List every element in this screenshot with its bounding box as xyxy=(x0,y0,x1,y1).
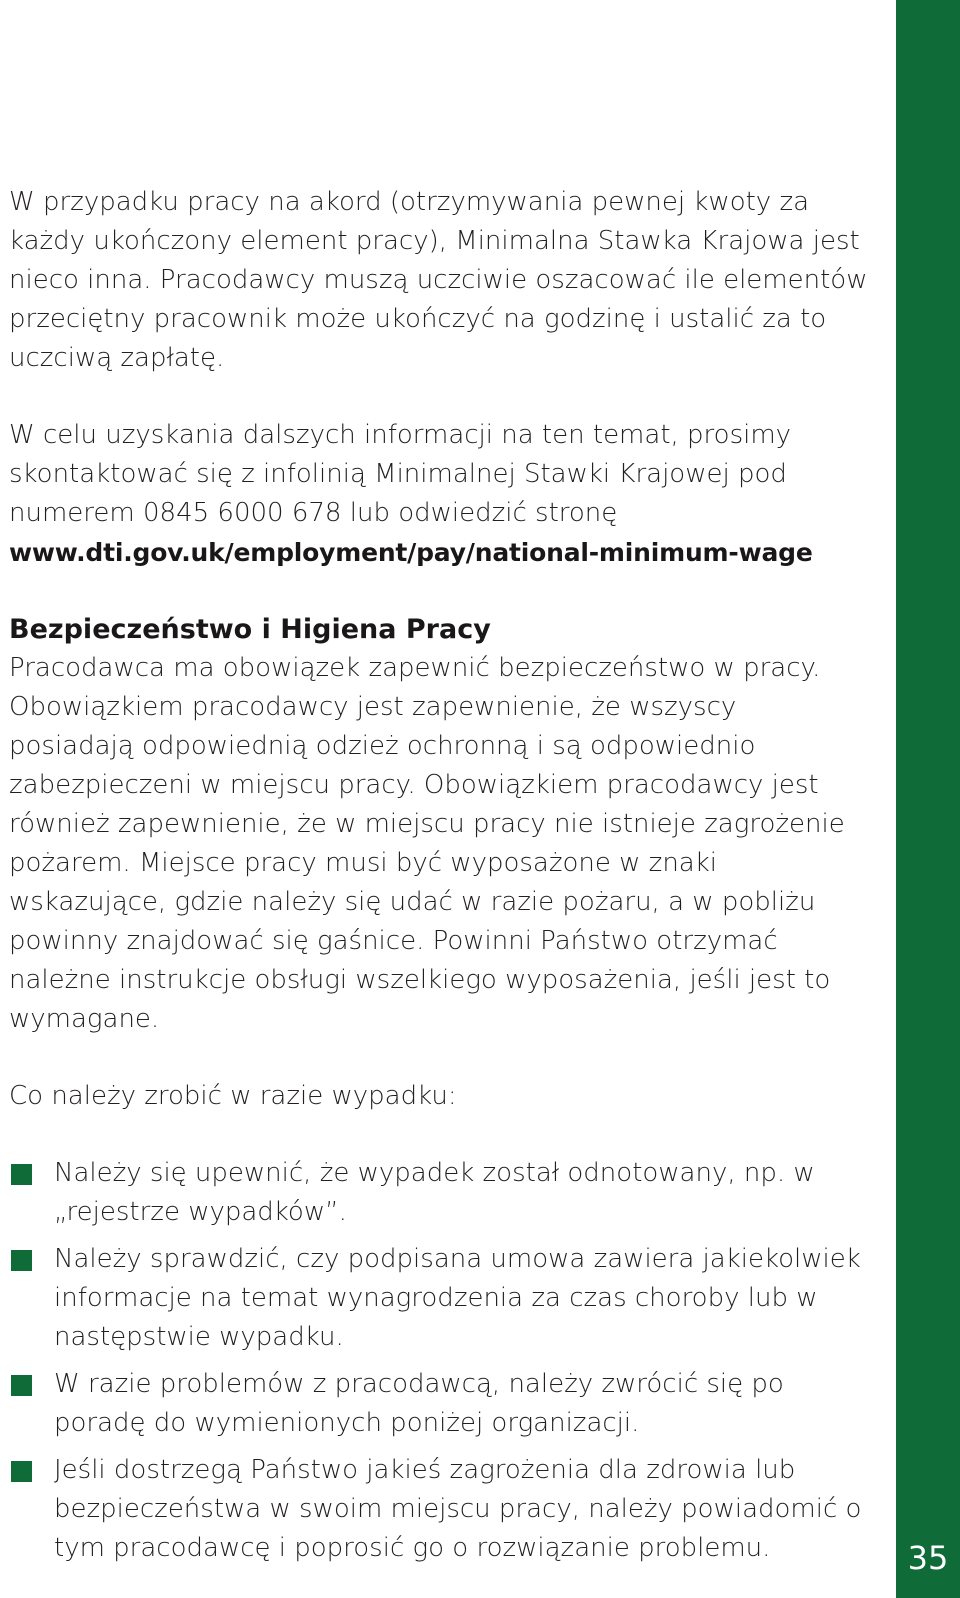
list-item-text: W razie problemów z pracodawcą, należy zwrócić się po poradę do wymienionych poniżej organizacji. xyxy=(54,1369,784,1438)
page-number: 35 xyxy=(907,1539,949,1577)
accident-list xyxy=(9,1154,869,1568)
list-item xyxy=(9,1240,869,1357)
list-item-text: Jeśli dostrzegą Państwo jakieś zagrożenia dla zdrowia lub bezpieczeństwa w swoim miejscu pracy, należy powiadomić o tym pracodawcę i poprosić go o rozwiązanie problemu. xyxy=(54,1455,862,1563)
list-item xyxy=(9,1451,869,1568)
list-item-text: Należy sprawdzić, czy podpisana umowa zawiera jakiekolwiek informacje na temat wynagrodzenia za czas choroby lub w następstwie wypadku. xyxy=(54,1244,861,1352)
safety-paragraph: Pracodawca ma obowiązek zapewnić bezpieczeństwo w pracy. Obowiązkiem pracodawcy jest zapewnienie, że wszyscy posiadają odpowiednią odzież ochronną i są odpowiednio zabezpieczeni w miejscu pracy. Obowiązkiem pracodawcy jest również zapewnienie, że w miejscu pracy nie istnieje zagrożenie pożarem. Miejsce pracy musi być wyposażone w znaki wskazujące, gdzie należy się udać w razie pożaru, a w pobliżu powinny znajdować się gaśnice. Powinni Państwo otrzymać należne instrukcje obsługi wszelkiego wyposażenia, jeśli jest to wymagane. xyxy=(9,653,845,1034)
list-item xyxy=(9,1154,869,1232)
square-bullet-icon xyxy=(11,1375,32,1396)
page-content xyxy=(9,183,869,1576)
minimum-wage-link[interactable]: www.dti.gov.uk/employment/pay/national-minimum-wage xyxy=(9,538,813,567)
piecework-paragraph: W przypadku pracy na akord (otrzymywania pewnej kwoty za każdy ukończony element pracy), Minimalna Stawka Krajowa jest nieco inna. Pracodawcy muszą uczciwie oszacować ile elementów przeciętny pracownik może ukończyć na godzinę i ustalić za to uczciwą zapłatę. xyxy=(9,187,868,373)
accident-intro: Co należy zrobić w razie wypadku: xyxy=(9,1081,457,1111)
info-paragraph xyxy=(9,416,869,572)
square-bullet-icon xyxy=(11,1250,32,1271)
list-item-text: Należy się upewnić, że wypadek został odnotowany, np. w „rejestrze wypadków”. xyxy=(54,1158,815,1227)
square-bullet-icon xyxy=(11,1461,32,1482)
list-item xyxy=(9,1365,869,1443)
safety-heading: Bezpieczeństwo i Higiena Pracy xyxy=(9,614,491,645)
info-text: W celu uzyskania dalszych informacji na ten temat, prosimy skontaktować się z infolinią Minimalnej Stawki Krajowej pod numerem 0845 6000 678 lub odwiedzić stronę xyxy=(9,420,792,528)
green-side-bar xyxy=(896,0,960,1598)
square-bullet-icon xyxy=(11,1164,32,1185)
